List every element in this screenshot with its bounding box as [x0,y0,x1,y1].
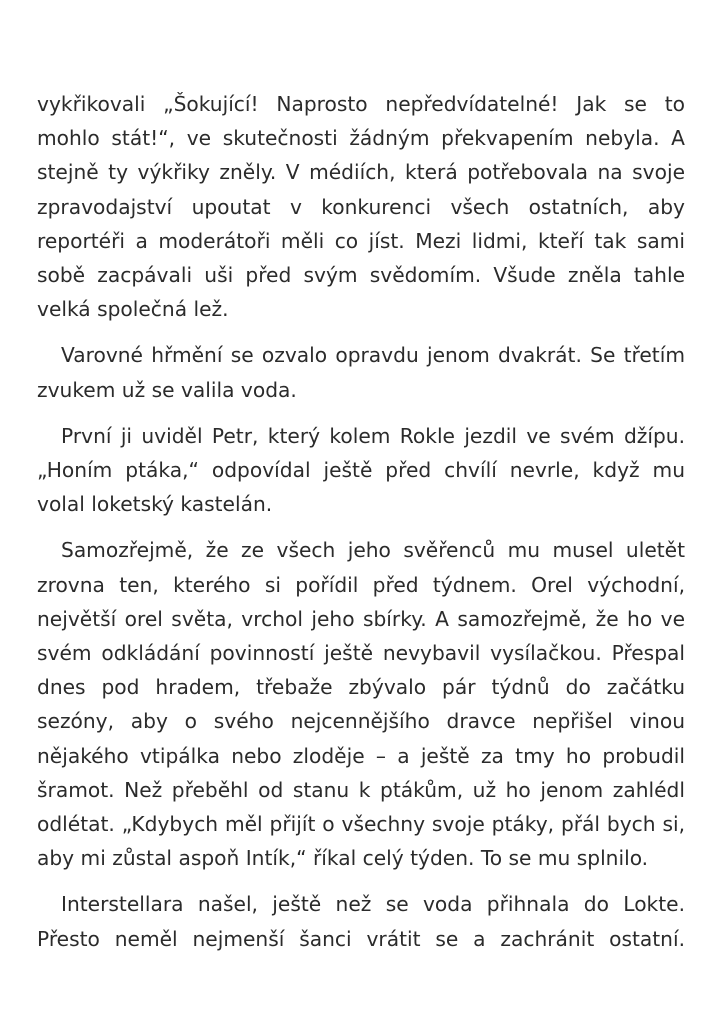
paragraph-3: První ji uviděl Petr, který kolem Rokle jezdil ve svém džípu. „Honím ptáka,“ odpovídal ještě před chvílí nevrle, když mu volal loketský kastelán. [37,423,685,517]
paragraph-1: vykřikovali „Šokující! Naprosto nepředvídatelné! Jak se to mohlo stát!“, ve skutečnosti žádným překvapením nebyla. A stejně ty výkřiky zněly. V médiích, která potřebovala na svoje zpravodajství upoutat v konkurenci všech ostatních, aby reportéři a moderátoři měli co jíst. Mezi lidmi, kteří tak sami sobě zacpávali uši před svým svědomím. Všude zněla tahle velká společná lež. [37,92,685,322]
paragraph-2: Varovné hřmění se ozvalo opravdu jenom dvakrát. Se třetím zvukem už se valila voda. [37,343,685,402]
book-page [37,87,685,968]
paragraph-5: Interstellara našel, ještě než se voda přihnala do Lokte. Přesto neměl nejmenší šanci vrátit se a zachránit ostatní. [37,892,685,951]
paragraph-4: Samozřejmě, že ze všech jeho svěřenců mu musel uletět zrovna ten, kterého si pořídil před týdnem. Orel východní, největší orel světa, vrchol jeho sbírky. A samozřejmě, že ho ve svém odkládání povinností ještě nevybavil vysílačkou. Přespal dnes pod hradem, třebaže zbývalo pár týdnů do začátku sezóny, aby o svého nejcennějšího dravce nepřišel vinou nějakého vtipálka nebo zloděje – a ještě za tmy ho probudil šramot. Než přeběhl od stanu k ptákům, už ho jenom zahlédl odlétat. „Kdybych měl přijít o všechny svoje ptáky, přál bych si, aby mi zůstal aspoň Intík,“ říkal celý týden. To se mu splnilo. [37,538,685,871]
